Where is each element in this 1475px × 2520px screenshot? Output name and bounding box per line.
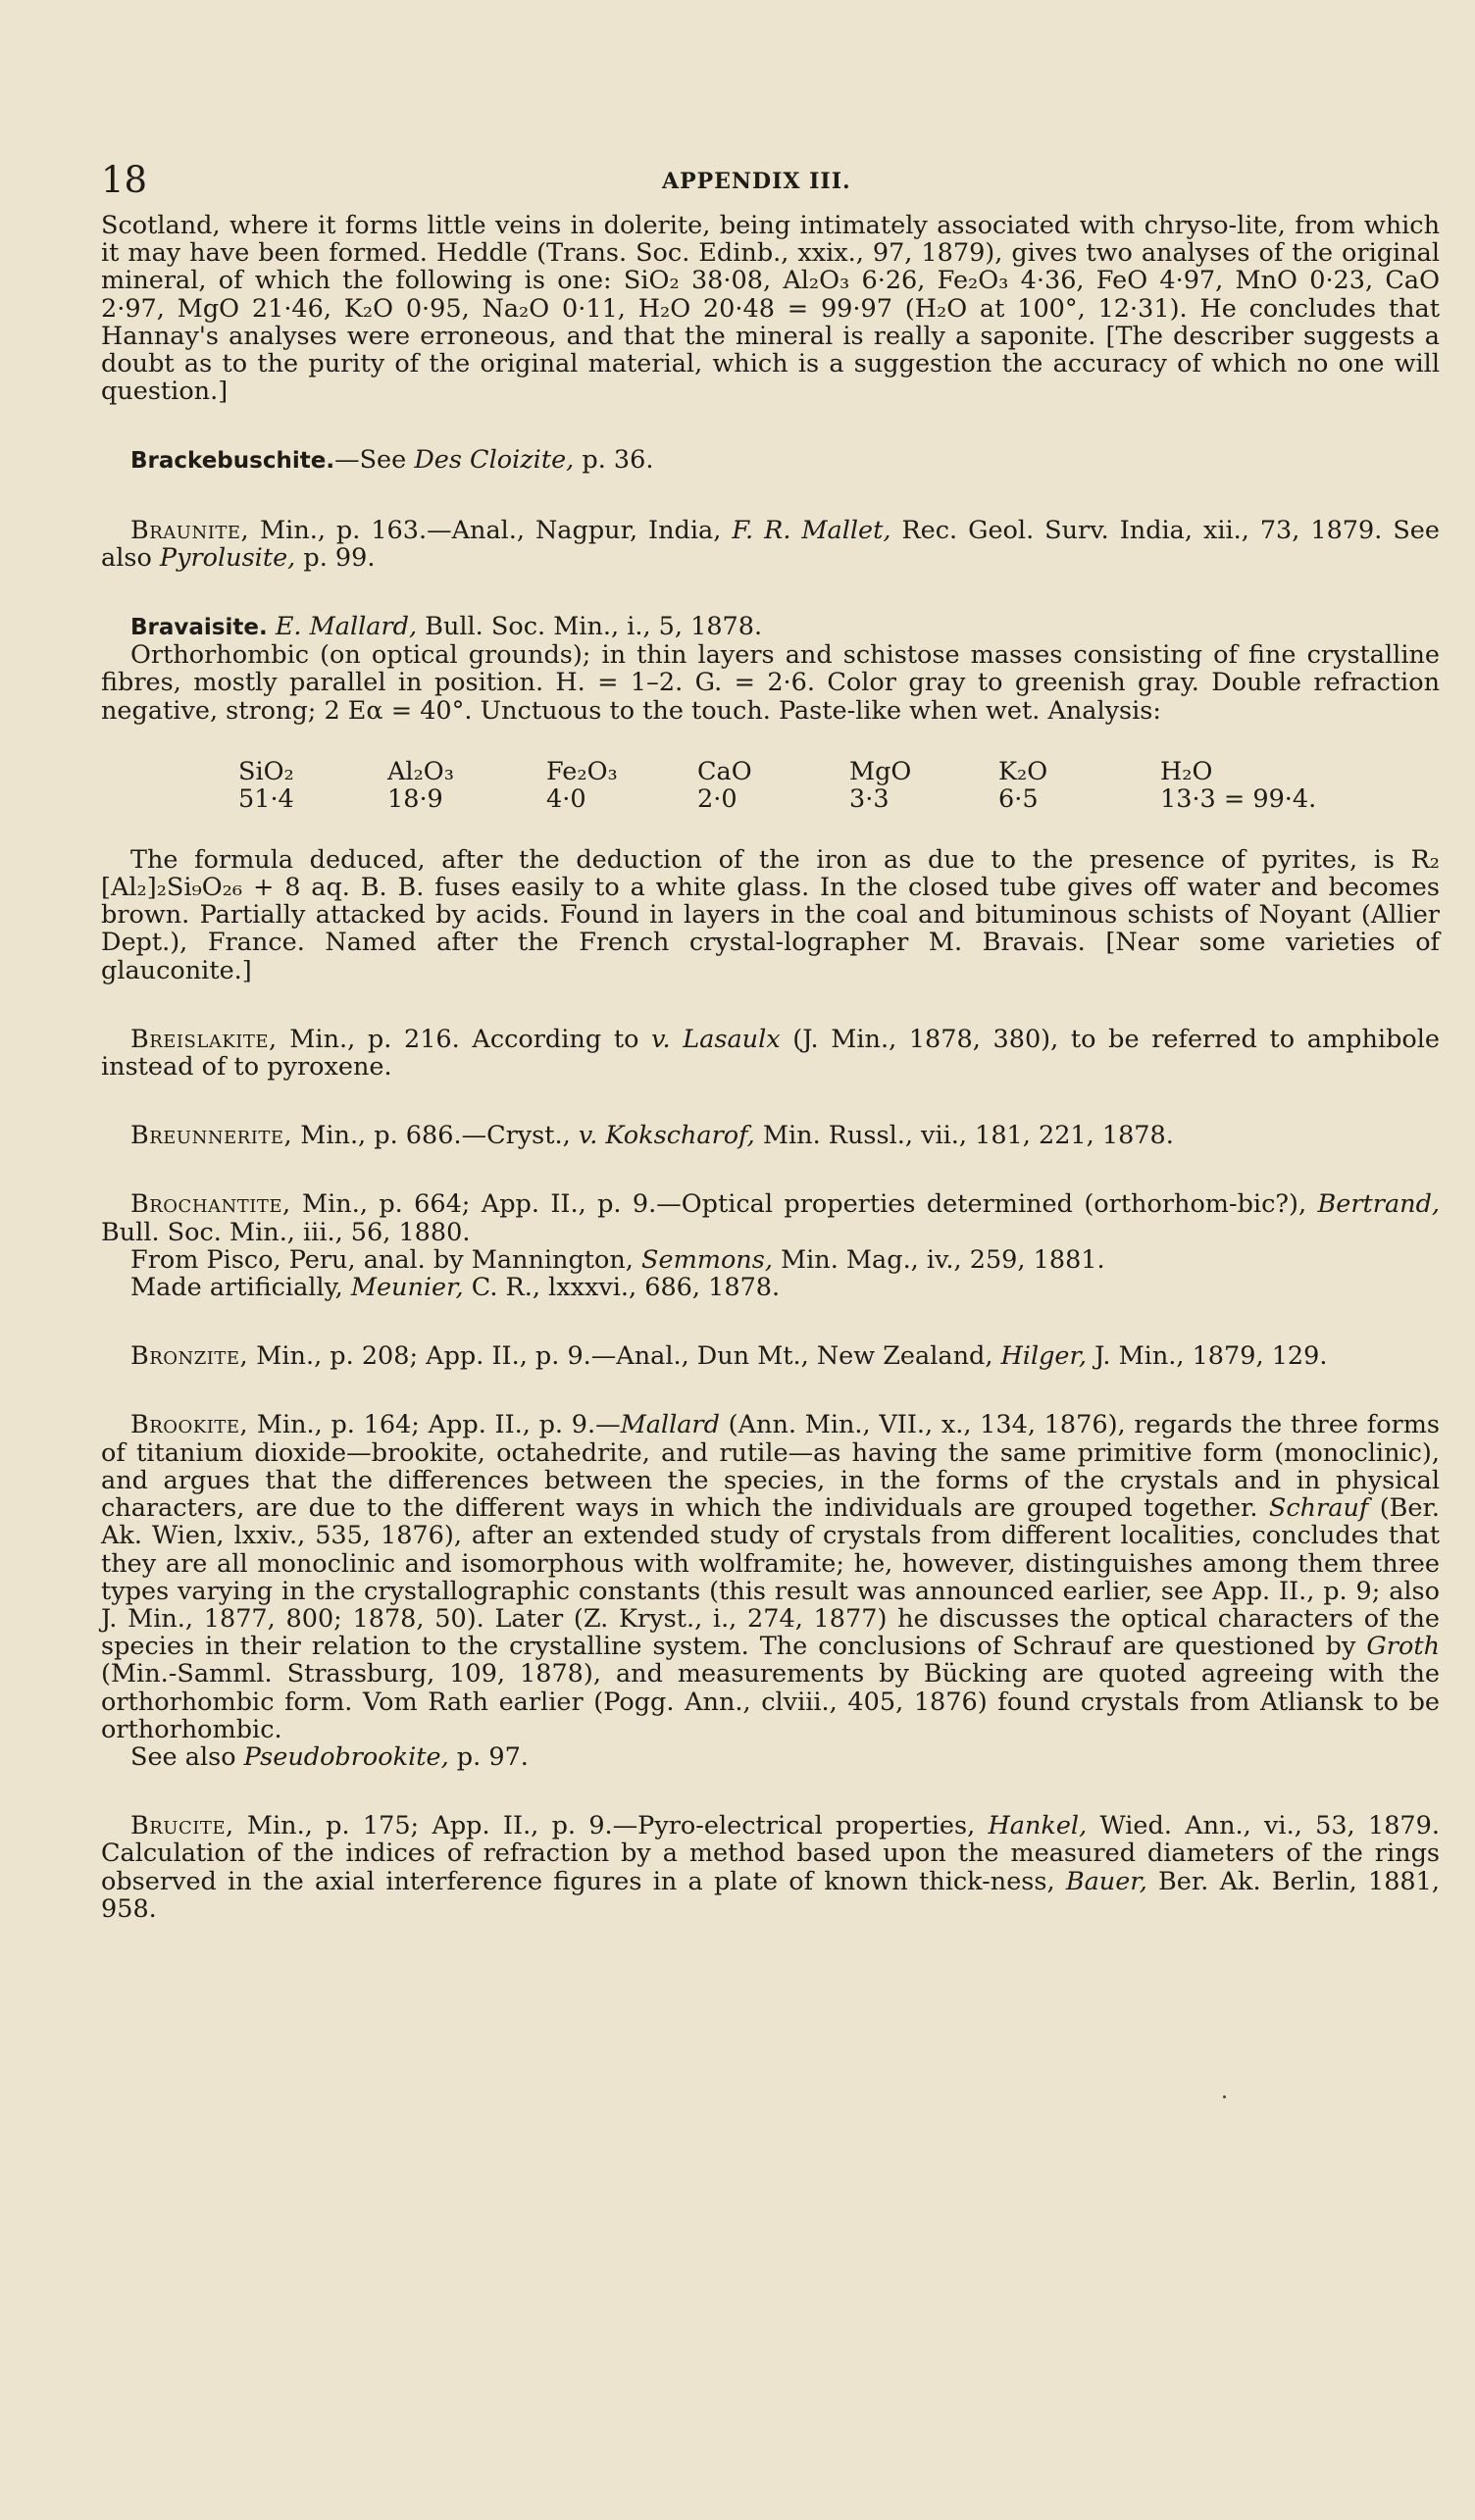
cross-reference: Pyrolusite, (159, 542, 296, 573)
analysis-header: MgO (849, 756, 912, 786)
entry-brucite: Brucite, Min., p. 175; App. II., p. 9.—Pyro-electrical properties, Hankel, Wied. Ann., vi., 53, 1879. Calculation of the indices of refraction by a method based upon the measured diameters of the rings observed in the axial interference figures in a plate of known thick-ness, Bauer, Ber. Ak. Berlin, 1881, 958. (101, 1811, 1440, 1924)
entry-heading: Brookite, (130, 1410, 249, 1440)
page-header (101, 147, 1440, 206)
page-number: 18 (101, 159, 148, 201)
entry-heading: Bronzite, (130, 1341, 249, 1372)
intro-paragraph: Scotland, where it forms little veins in dolerite, being intimately associated with chryso-lite, from which it may have been formed. Heddle (Trans. Soc. Edinb., xxix., 97, 1879), gives two analyses of the original mineral, of which the following is one: SiO₂ 38·08, Al₂O₃ 6·26, Fe₂O₃ 4·36, FeO 4·97, MnO 0·23, CaO 2·97, MgO 21·46, K₂O 0·95, Na₂O 0·11, H₂O 20·48 = 99·97 (H₂O at 100°, 12·31). He concludes that Hannay's analyses were erroneous, and that the mineral is really a saponite. [The describer suggests a doubt as to the purity of the original material, which is a suggestion the accuracy of which no one will question.] (101, 211, 1440, 407)
author-name: E. Mallard, (275, 612, 418, 642)
author-name: Schrauf (1268, 1493, 1369, 1524)
author-name: Hilger, (1000, 1341, 1088, 1372)
cross-reference: Pseudobrookite, (243, 1741, 449, 1772)
author-name: Groth (1366, 1632, 1440, 1662)
entry-brookite: Brookite, Min., p. 164; App. II., p. 9.—Mallard (Ann. Min., VII., x., 134, 1876), regards the three forms of titanium dioxide—brookite, octahedrite, and rutile—as having the same primitive form (monoclinic), and argues that the differences between the species, in the forms of the crystals and in physical characters, are due to the different ways in which the individuals are grouped together. Schrauf (Ber. Ak. Wien, lxxiv., 535, 1876), after an extended study of crystals from different localities, concludes that they are all monoclinic and isomorphous with wolframite; he, however, distinguishes among them three types varying in the crystallographic constants (this result was announced earlier, see App. II., p. 9; also J. Min., 1877, 800; 1878, 50). Later (Z. Kryst., i., 274, 1877) he discusses the optical characters of the species in their relation to the crystalline system. The conclusions of Schrauf are questioned by Groth (Min.-Samml. Strassburg, 109, 1878), and measurements by Bücking are quoted agreeing with the orthorhombic form. Vom Rath earlier (Pogg. Ann., clviii., 405, 1876) found crystals from Atliansk to be orthorhombic. (101, 1410, 1440, 1744)
bravaisite-description: Orthorhombic (on optical grounds); in thin layers and schistose masses consisting of fine crystalline fibres, mostly parallel in position. H. = 1–2. G. = 2·6. Color gray to greenish gray. Double refraction negative, strong; 2 Eα = 40°. Unctuous to the touch. Paste-like when wet. Analysis: (101, 640, 1440, 726)
author-name: F. R. Mallet, (732, 515, 891, 545)
entry-braunite: Braunite, Min., p. 163.—Anal., Nagpur, India, F. R. Mallet, Rec. Geol. Surv. India, xii., 73, 1879. See also Pyrolusite, p. 99. (101, 515, 1440, 573)
running-head: APPENDIX III. (662, 169, 851, 194)
entry-heading: Brackebuschite. (130, 448, 335, 475)
analysis-value: 51·4 (238, 783, 294, 814)
analysis-value: 18·9 (387, 783, 443, 814)
cross-reference: Des Cloizite, (414, 445, 575, 476)
author-name: v. Lasaulx (651, 1024, 781, 1054)
entry-breunnerite: Breunnerite, Min., p. 686.—Cryst., v. Kokscharof, Min. Russl., vii., 181, 221, 1878. (130, 1121, 1174, 1151)
analysis-value: 3·3 (849, 783, 890, 814)
analysis-header: Al₂O₃ (387, 756, 454, 786)
entry-heading: Brucite, (130, 1811, 234, 1841)
entry-brackebuschite: Brackebuschite.—See Des Cloizite, p. 36. (130, 445, 654, 476)
analysis-value: 13·3 = 99·4. (1160, 783, 1317, 814)
analysis-value: 6·5 (998, 783, 1039, 814)
author-name: Mallard (620, 1410, 720, 1440)
brookite-see-also: See also Pseudobrookite, p. 97. (130, 1741, 529, 1772)
analysis-value: 4·0 (546, 783, 586, 814)
analysis-table (238, 758, 1440, 813)
page (101, 147, 1440, 1923)
brochantite-artificial: Made artificially, Meunier, C. R., lxxxvi., 686, 1878. (130, 1273, 781, 1303)
author-name: Semmons, (641, 1244, 773, 1275)
analysis-header: Fe₂O₃ (546, 756, 618, 786)
bravaisite-formula: The formula deduced, after the deduction of the iron as due to the presence of pyrites, is R₂ [Al₂]₂Si₉O₂₆ + 8 aq. B. B. fuses easily to a white glass. In the closed tube gives off water and becomes brown. Partially attacked by acids. Found in layers in the coal and bituminous schists of Noyant (Allier Dept.), France. Named after the French crystal-lographer M. Bravais. [Near some varieties of glauconite.] (101, 844, 1440, 985)
analysis-header: CaO (697, 756, 752, 786)
analysis-header: H₂O (1160, 756, 1213, 786)
author-name: Bertrand, (1317, 1189, 1440, 1220)
author-name: Bauer, (1065, 1866, 1147, 1896)
analysis-header: K₂O (998, 756, 1048, 786)
author-name: v. Kokscharof, (578, 1121, 755, 1151)
entry-brochantite: Brochantite, Min., p. 664; App. II., p. 9.—Optical properties determined (orthorhom-bic?), Bertrand, Bull. Soc. Min., iii., 56, 1880. (101, 1189, 1440, 1247)
entry-breislakite: Breislakite, Min., p. 216. According to v. Lasaulx (J. Min., 1878, 380), to be referred to amphibole instead of to pyroxene. (101, 1024, 1440, 1083)
author-name: Hankel, (988, 1811, 1088, 1841)
brochantite-pisco: From Pisco, Peru, anal. by Mannington, Semmons, Min. Mag., iv., 259, 1881. (130, 1244, 1105, 1275)
entry-heading: Breislakite, (130, 1024, 278, 1054)
entry-heading: Breunnerite, (130, 1121, 293, 1151)
analysis-value: 2·0 (697, 783, 738, 814)
entry-bravaisite: Bravaisite. E. Mallard, Bull. Soc. Min., i., 5, 1878. (130, 612, 763, 642)
analysis-header: SiO₂ (238, 756, 294, 786)
entry-heading: Braunite, (130, 515, 250, 545)
entry-bronzite: Bronzite, Min., p. 208; App. II., p. 9.—Anal., Dun Mt., New Zealand, Hilger, J. Min., 1879, 129. (130, 1341, 1328, 1372)
author-name: Meunier, (350, 1273, 464, 1303)
entry-heading: Brochantite, (130, 1189, 291, 1220)
ink-speck (1223, 2095, 1226, 2098)
entry-heading: Bravaisite. (130, 615, 268, 641)
